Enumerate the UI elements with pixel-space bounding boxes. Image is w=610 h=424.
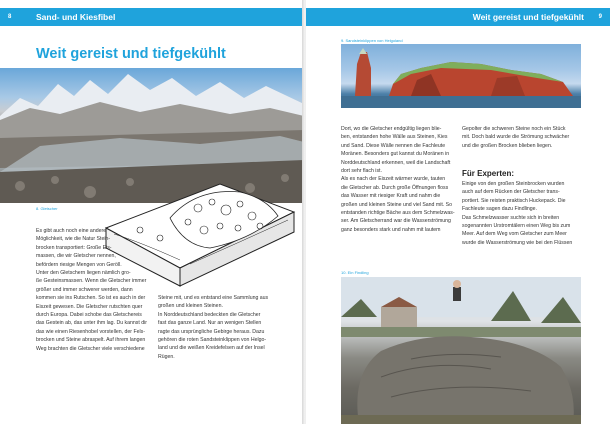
right-col2-line: Das Schmelzwasser suchte sich in breiten xyxy=(462,214,560,221)
left-running-title: Sand- und Kiesfibel xyxy=(36,12,116,22)
left-col1-line: kommen sie ins Rutschen. So ist es auch in der xyxy=(36,295,146,302)
boulder-caption: 10. Ein Findling xyxy=(341,270,369,275)
left-col1-line: brocken und Steine abraspelt. Auf ihrem langen xyxy=(36,337,146,344)
left-col1-line: ße Gesteinsmassen. Wenn die Gletscher immer xyxy=(36,278,147,285)
left-col2-line: ragte das ursprüngliche Gebirge heraus. Dazu xyxy=(158,328,265,335)
right-col1-line: Dort, wo die Gletscher endgültig liegen blie- xyxy=(341,126,442,132)
left-col2-line: gehören die roten Sandsteinklippen von Helgo- xyxy=(158,337,267,344)
right-col1-line: Moränen. Besonders gut kannst du Moränen in xyxy=(341,151,450,158)
right-col1-line: Als es nach der Eiszeit wärmer wurde, tauten xyxy=(341,176,446,183)
right-col1-line: großen und kleinen Steine und viel Sand mit. So xyxy=(341,201,453,208)
left-col1-line: Unter den Gletschern liegen nämlich gro- xyxy=(36,270,131,277)
right-column-1 xyxy=(341,125,457,234)
left-column-1 xyxy=(36,227,148,353)
left-col1-line: das Gestein ab, das unter ihm lag. Du kannst dir xyxy=(36,320,148,327)
left-col1-line: das wie einen Riesenhobel vorstellen, der Fels- xyxy=(36,328,145,335)
right-col2-line: mit. Doch bald wurde die Strömung schwächer xyxy=(462,134,570,141)
left-col1-line: befördern riesige Mengen von Geröll. xyxy=(36,261,122,268)
left-col2-line: Steine mit, und es entstand eine Sammlung aus xyxy=(158,295,269,301)
right-page-number: 9 xyxy=(598,14,602,20)
left-col2-line: fast das ganze Land. Nur an wenigen Stellen xyxy=(158,320,262,327)
right-col2-line: Fachleute sagen dazu Findlinge. xyxy=(462,206,537,213)
right-col2-line: sogenannten Urstromtälern einen Weg bis zum xyxy=(462,223,571,230)
left-col1-line: massen, die wir Gletscher nennen, xyxy=(36,253,116,260)
right-col1-line: und Sand. Diese Wälle nennen die Fachleute xyxy=(341,142,446,149)
right-col1-line: das Wasser mit riesiger Kraft und nahm die xyxy=(341,193,441,200)
cliff-caption: 9. Sandsteinklippen von Helgoland xyxy=(341,38,403,43)
right-column-2-bottom xyxy=(462,180,586,247)
right-col2-line: Einige von den großen Steinbrocken wurden xyxy=(462,181,565,187)
left-col2-line: Rügen. xyxy=(158,353,175,360)
right-col2-line: portiert. Sie reisten praktisch Huckepack. Die xyxy=(462,197,566,204)
left-col2-line: In Norddeutschland bedeckten die Gletscher xyxy=(158,311,261,318)
right-col1-line: die Gletscher ab. Durch große Öffnungen floss xyxy=(341,184,449,191)
left-col1-line: größer und immer schwerer werden, dann xyxy=(36,286,133,293)
right-col2-line: auch auf dem Rücken der Gletscher trans- xyxy=(462,189,560,196)
left-page-number: 8 xyxy=(8,14,12,20)
left-column-2 xyxy=(158,294,298,361)
findling-boulder-photo xyxy=(341,277,581,424)
right-col1-line: ganz besonders stark und nahm mit lautem xyxy=(341,226,441,233)
left-col1-line: brocken transportiert: Große Eis- xyxy=(36,244,112,251)
left-col1-line: Eiszeit gewesen. Die Gletscher rutschten quer xyxy=(36,303,143,310)
left-col1-line: durch Europa. Dabei schobe das Gletschereis xyxy=(36,312,142,319)
left-page xyxy=(0,0,304,424)
boulder-illustration xyxy=(341,277,581,424)
right-col2-line: wurde die Wasserströmung wie bei den Flüssen xyxy=(462,239,573,246)
right-col1-line: ser. Am Gletscherrand war die Wasserströmung xyxy=(341,218,451,225)
right-col1-line: ben, entstanden hohe Wälle aus Steinen, Kies xyxy=(341,134,448,141)
right-column-2-top xyxy=(462,125,586,150)
left-col1-line: Es gibt auch noch eine andere xyxy=(36,228,107,234)
left-col2-line: land und die weißen Kreidefelsen auf der Insel xyxy=(158,345,265,352)
cliff-illustration xyxy=(341,44,581,108)
glacier-caption: 8. Gletscher xyxy=(36,206,58,211)
right-col1-line: entstanden richtige Bäche aus dem Schmelzwas- xyxy=(341,210,455,217)
expert-heading: Für Experten: xyxy=(462,169,515,178)
right-col1-line: dort sehr flach ist. xyxy=(341,168,382,175)
right-col2-line: und die großen Brocken blieben liegen. xyxy=(462,142,553,149)
right-running-title: Weit gereist und tiefgekühlt xyxy=(472,12,584,22)
left-header-bar xyxy=(0,8,304,26)
left-col2-line: großen und kleinen Steinen. xyxy=(158,303,223,310)
main-title: Weit gereist und tiefgekühlt xyxy=(36,46,226,62)
right-col2-line: Gepolter die schweren Steine noch ein Stück xyxy=(462,126,566,132)
left-col1-line: Weg brachten die Gletscher viele verschiedene xyxy=(36,345,145,352)
right-col1-line: Norddeutschland erkennen, weil die Landschaft xyxy=(341,159,451,166)
left-col1-line: Möglichkeit, wie die Natur Stein- xyxy=(36,236,111,243)
right-col2-line: Meer. Auf dem Weg vom Gletscher zum Meer xyxy=(462,231,567,238)
helgoland-cliff-photo xyxy=(341,44,581,108)
right-header-bar xyxy=(306,8,610,26)
